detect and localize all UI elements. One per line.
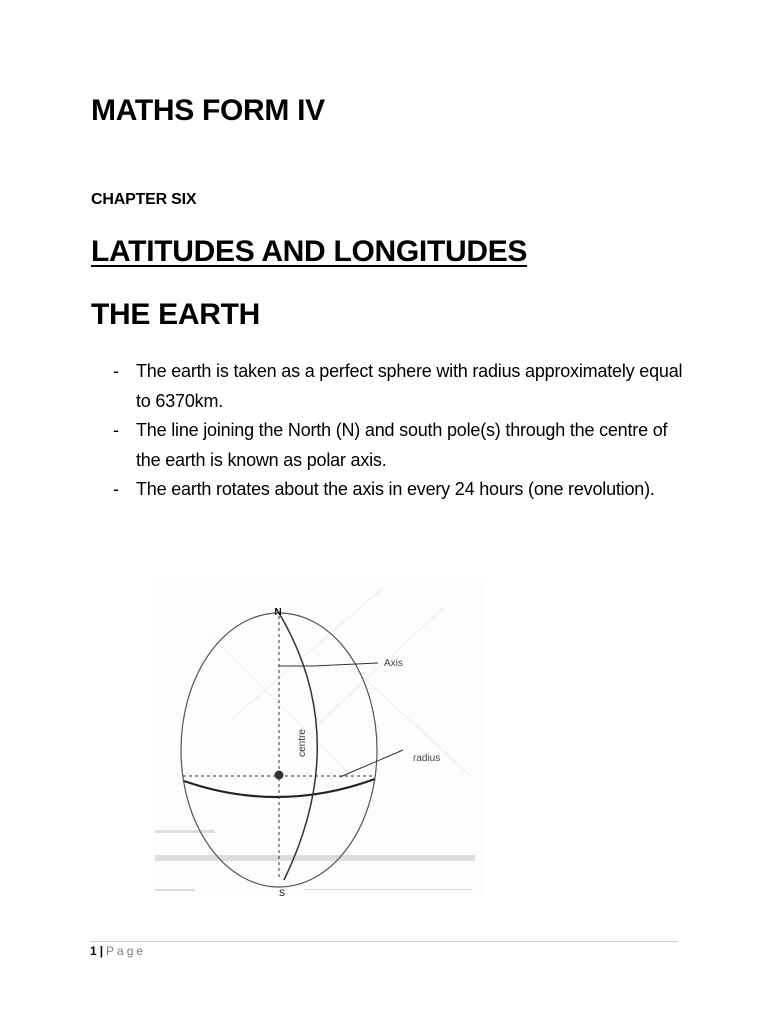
bullet-text: The earth rotates about the axis in every 24 hours (one revolution). (136, 479, 655, 499)
bullet-list (113, 357, 688, 505)
centre-label: centre (297, 729, 308, 757)
footer-separator: | (99, 944, 104, 958)
footer-divider (90, 941, 678, 942)
axis-label: Axis (384, 658, 403, 669)
bullet-item (113, 416, 688, 475)
page-footer (90, 944, 146, 958)
equator-front (184, 779, 375, 797)
south-pole-label: S (278, 888, 286, 896)
earth-diagram-svg (153, 578, 483, 896)
earth-diagram (153, 578, 483, 896)
bullet-marker: - (113, 361, 119, 381)
bullet-marker: - (113, 479, 119, 499)
bullet-marker: - (113, 420, 119, 440)
scan-artifact-lines (213, 588, 473, 778)
radius-leader-line (340, 750, 403, 777)
north-pole-label: N (274, 605, 282, 616)
page-number: 1 (90, 944, 97, 958)
page-word: Page (106, 944, 147, 958)
topic-heading: LATITUDES AND LONGITUDES (91, 235, 528, 268)
bullet-item (113, 475, 688, 505)
centre-point (275, 771, 284, 780)
document-title: MATHS FORM IV (91, 94, 325, 127)
axis-leader-line (313, 663, 378, 666)
section-heading: THE EARTH (91, 298, 260, 331)
scan-artifact-text (155, 830, 475, 891)
chapter-label: CHAPTER SIX (91, 191, 197, 208)
bullet-text: The line joining the North (N) and south pole(s) through the centre of the earth is known as polar axis. (136, 420, 668, 470)
radius-label: radius (413, 753, 441, 764)
bullet-item (113, 357, 688, 416)
bullet-text: The earth is taken as a perfect sphere with radius approximately equal to 6370km. (136, 361, 683, 411)
